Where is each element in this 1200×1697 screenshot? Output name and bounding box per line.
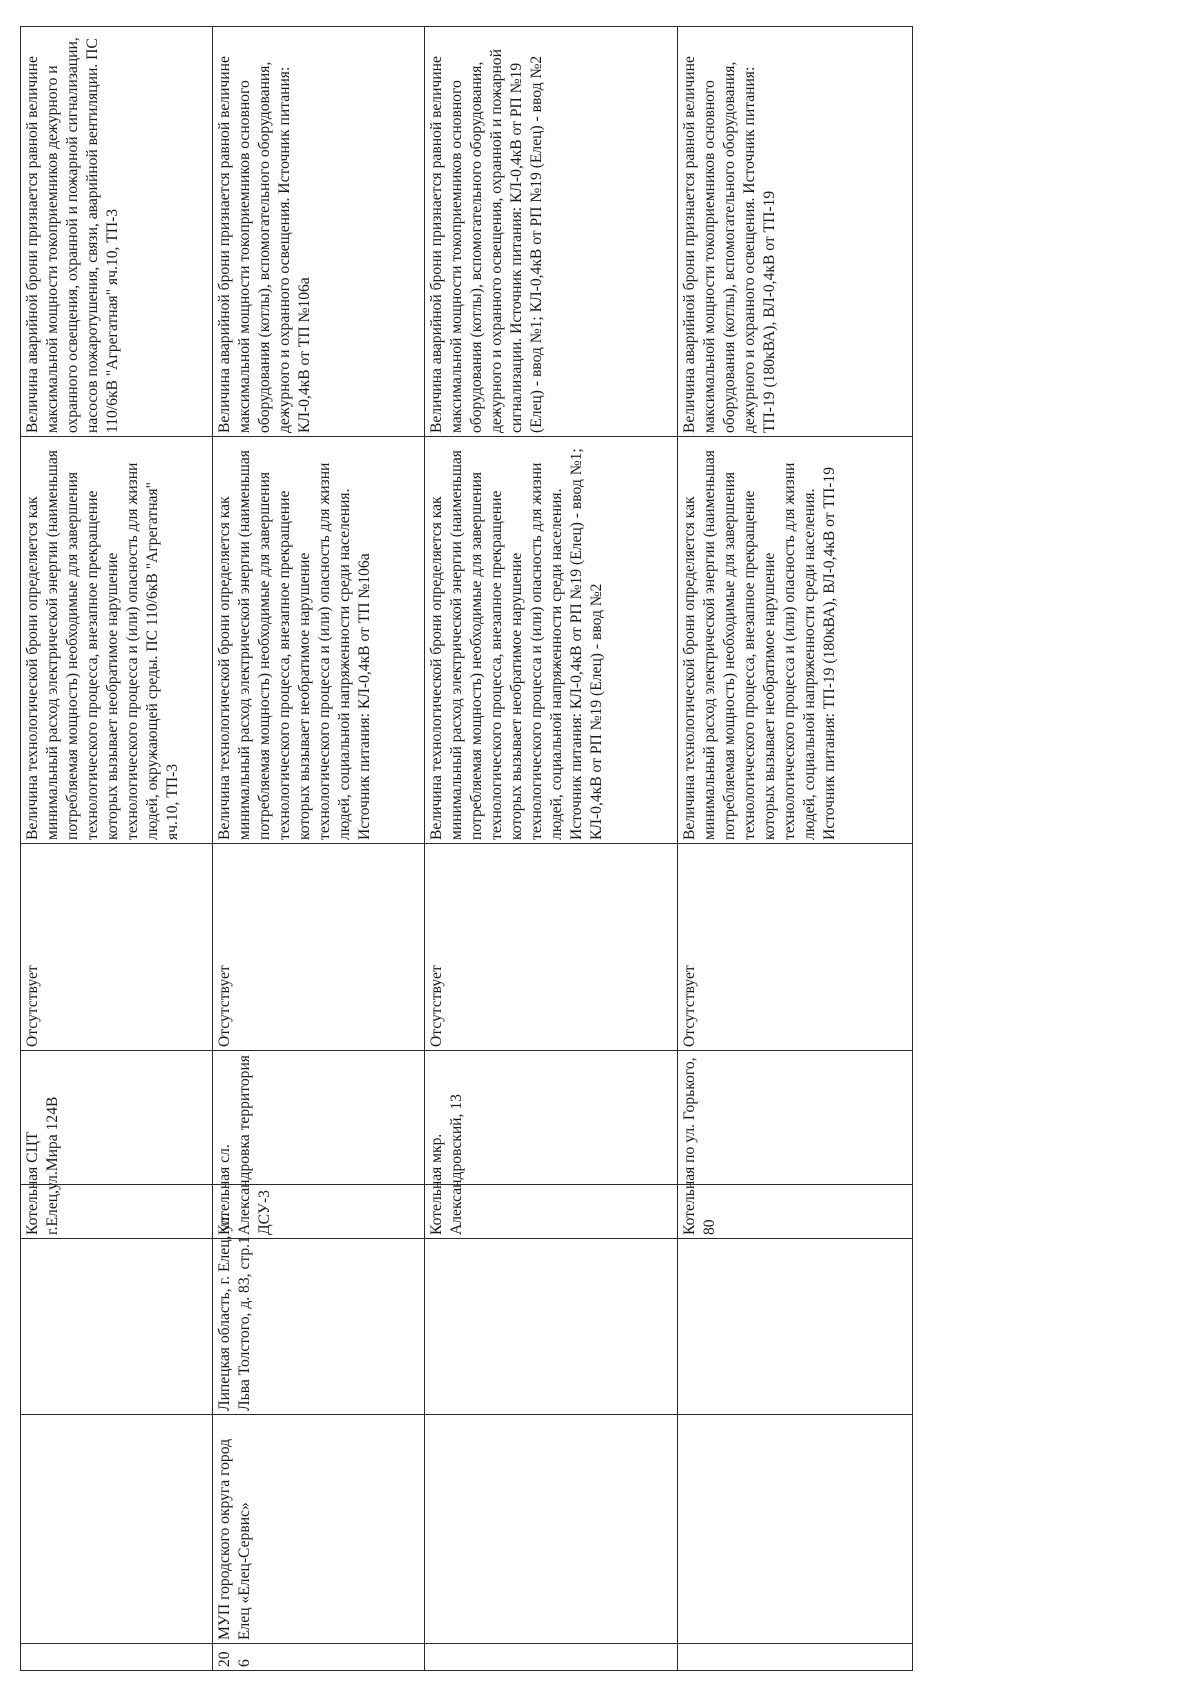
- object-name: Котельная по ул. Горького, 80: [678, 1051, 913, 1239]
- emergency-reserve-cell: Величина аварийной брони признается равной величине максимальной мощности токоприемников основного оборудования (котлы), вспомогательного оборудования, дежурного и охранного освещения. Источник питания: ТП-19 (180кВА), ВЛ-0,4кВ от ТП-19: [678, 27, 913, 437]
- table-row: [21, 1185, 213, 1671]
- row-number: 206: [213, 1644, 425, 1671]
- organization-name: [425, 1415, 678, 1644]
- tech-reserve-cell: Величина технологической брони определяется как минимальный расход электрической энергии (наименьшая потребляемая мощность) необходимые для завершения технологического процесса, внезапное прекращение которых вызывает необратимое нарушение технологического процесса и (или) опасность для жизни людей, социальной напряженности среди населения. Источник питания: КЛ-0,4кВ от ТП №106а: [213, 437, 425, 844]
- status-cell: Отсутствует: [21, 844, 213, 1051]
- emergency-reserve-cell: Величина аварийной брони признается равной величине максимальной мощности токоприемников основного оборудования (котлы), вспомогательного оборудования, дежурного и охранного освещения, охранной и пожарной сигнализации. Источник питания: КЛ-0,4кВ от РП №19 (Елец) - ввод №1; КЛ-0,4кВ от РП №19 (Елец) - ввод №2: [425, 27, 678, 437]
- organization-name: [21, 1415, 213, 1644]
- right-block: [20, 26, 913, 1239]
- row-number: [678, 1644, 913, 1671]
- left-block: [20, 1184, 913, 1671]
- table-row: [678, 27, 913, 1239]
- status-cell: Отсутствует: [678, 844, 913, 1051]
- tech-reserve-cell: Величина технологической брони определяется как минимальный расход электрической энергии (наименьшая потребляемая мощность) необходимые для завершения технологического процесса, внезапное прекращение которых вызывает необратимое нарушение технологического процесса и (или) опасность для жизни людей, социальной напряженности среди населения. Источник питания: ТП-19 (180кВА), ВЛ-0,4кВ от ТП-19: [678, 437, 913, 844]
- status-cell: Отсутствует: [213, 844, 425, 1051]
- tech-reserve-cell: Величина технологической брони определяется как минимальный расход электрической энергии (наименьшая потребляемая мощность) необходимые для завершения технологического процесса, внезапное прекращение которых вызывает необратимое нарушение технологического процесса и (или) опасность для жизни людей, социальной напряженности среди населения. Источник питания: КЛ-0,4кВ от РП №19 (Елец) - ввод №1; КЛ-0,4кВ от РП №19 (Елец) - ввод №2: [425, 437, 678, 844]
- legal-address: Липецкая область, г. Елец, ул. Льва Толстого, д. 83, стр.1: [213, 1185, 425, 1415]
- table-row: [213, 27, 425, 1239]
- object-name: Котельная мкр. Александровский, 13: [425, 1051, 678, 1239]
- organization-name: [678, 1415, 913, 1644]
- row-number: [21, 1644, 213, 1671]
- table-row: [425, 1185, 678, 1671]
- table-row: [213, 1185, 425, 1671]
- organization-name: МУП городского округа город Елец «Елец-Сервис»: [213, 1415, 425, 1644]
- status-cell: Отсутствует: [425, 844, 678, 1051]
- tech-reserve-cell: Величина технологической брони определяется как минимальный расход электрической энергии (наименьшая потребляемая мощность) необходимые для завершения технологического процесса, внезапное прекращение которых вызывает необратимое нарушение технологического процесса и (или) опасность для жизни людей, окружающей среды. ПС 110/6кВ "Агрегатная" яч.10, ТП-3: [21, 437, 213, 844]
- row-number: [425, 1644, 678, 1671]
- table-row: [21, 27, 213, 1239]
- table-row: [425, 27, 678, 1239]
- table-row: [678, 1185, 913, 1671]
- emergency-reserve-cell: Величина аварийной брони признается равной величине максимальной мощности токоприемников основного оборудования (котлы), вспомогательного оборудования, дежурного и охранного освещения. Источник питания: КЛ-0,4кВ от ТП №106а: [213, 27, 425, 437]
- object-name: Котельная СЦТ г.Елец,ул.Мира 124В: [21, 1051, 213, 1239]
- object-name: Котельная сл. Александровка территория ДСУ-3: [213, 1051, 425, 1239]
- emergency-reserve-cell: Величина аварийной брони признается равной величине максимальной мощности токоприемников дежурного и охранного освещения, охранной и пожарной сигнализации, насосов пожаротушения, связи, аварийной вентиляции. ПС 110/6кВ "Агрегатная" яч.10, ТП-3: [21, 27, 213, 437]
